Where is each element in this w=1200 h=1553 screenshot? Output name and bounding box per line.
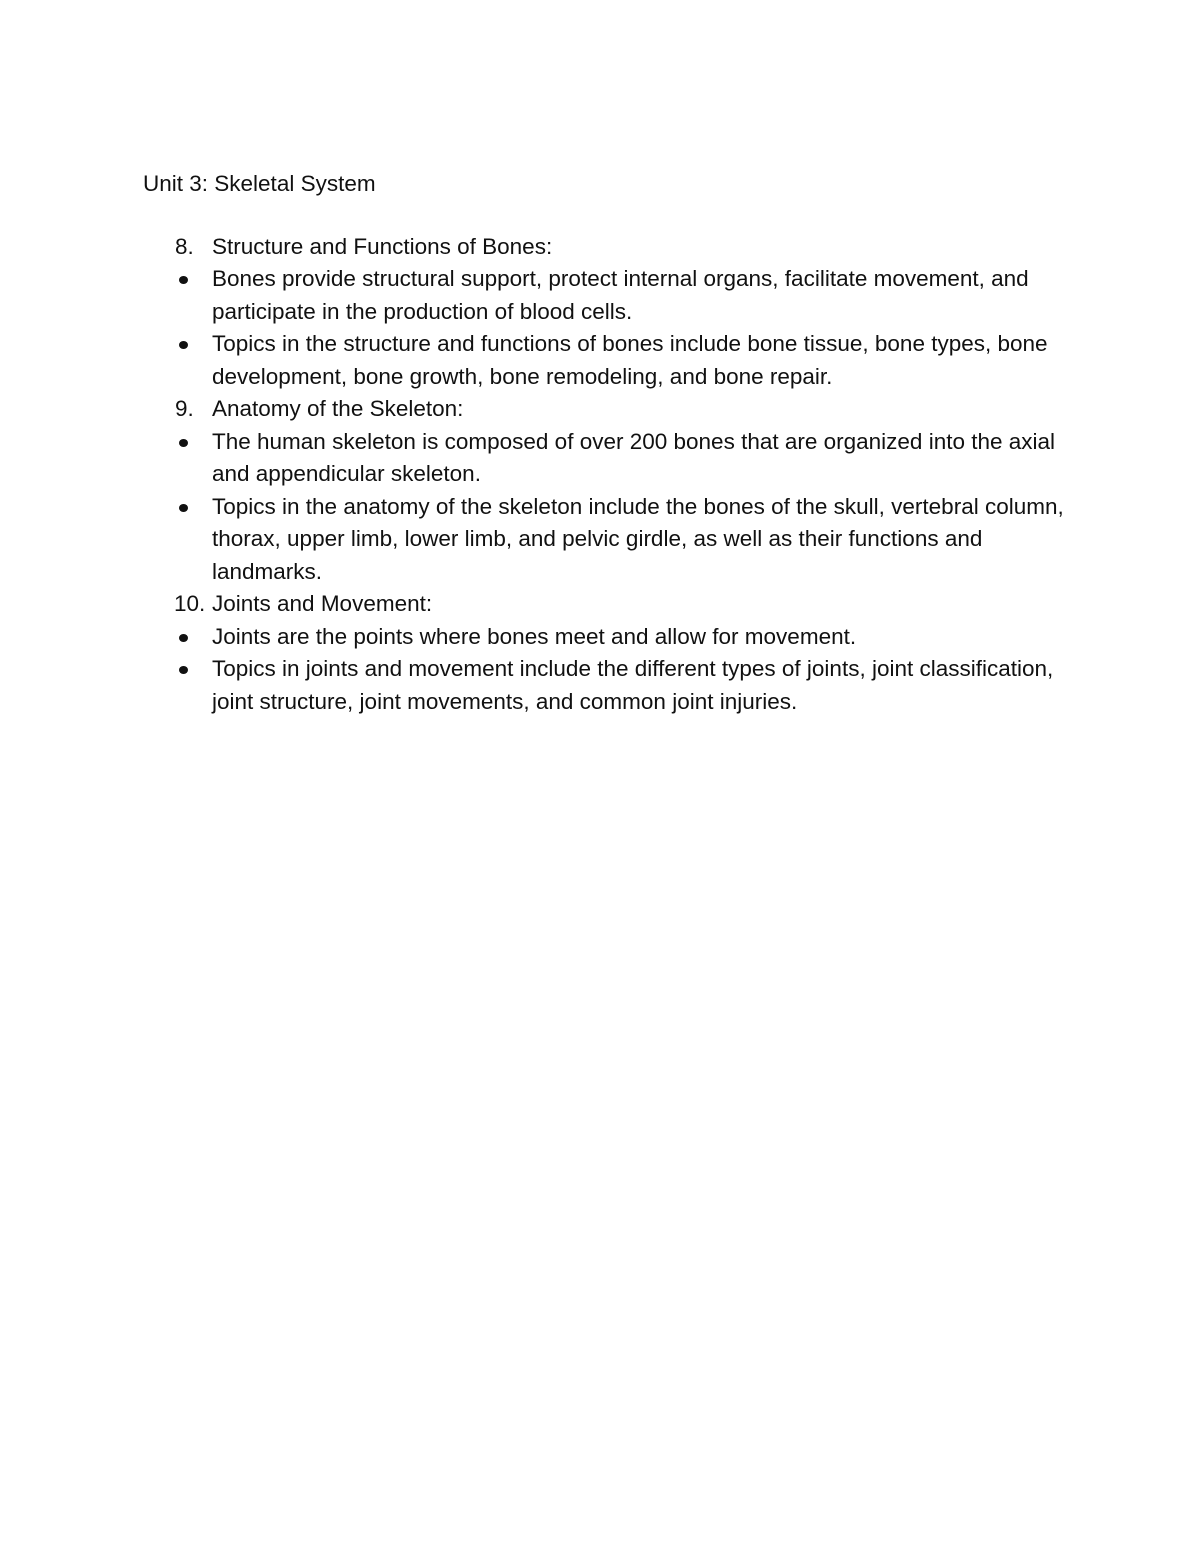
- section-heading-text: Anatomy of the Skeleton:: [212, 396, 464, 421]
- section-heading-8: [143, 231, 1073, 264]
- section-number: 10.: [174, 591, 206, 616]
- list-item-text: Topics in joints and movement include the different types of joints, joint classification, joint structure, joint movements, and common joint injuries.: [212, 656, 1054, 714]
- list-item: [143, 263, 1073, 328]
- outline-list: [143, 231, 1073, 719]
- list-item: [143, 621, 1073, 654]
- bullet-icon: [179, 666, 188, 674]
- list-item-text: The human skeleton is composed of over 200 bones that are organized into the axial and appendicular skeleton.: [212, 428, 1056, 486]
- section-number: 8.: [175, 233, 194, 259]
- bullet-icon: [179, 439, 188, 447]
- section-heading-text: Joints and Movement:: [212, 591, 433, 616]
- section-heading-10: [143, 588, 1073, 621]
- section-heading-9: [143, 393, 1073, 426]
- page-title: Unit 3: Skeletal System: [143, 171, 376, 196]
- section-heading-text: Structure and Functions of Bones:: [212, 233, 553, 259]
- list-item: [143, 491, 1073, 589]
- bullet-icon: [179, 341, 188, 349]
- list-item: [143, 328, 1073, 393]
- list-item: [143, 653, 1073, 718]
- bullet-icon: [179, 634, 188, 642]
- list-item-text: Joints are the points where bones meet and allow for movement.: [212, 623, 857, 649]
- bullet-icon: [179, 276, 188, 284]
- document-body: [143, 168, 1073, 718]
- bullet-icon: [179, 504, 188, 512]
- list-item: [143, 426, 1073, 491]
- list-item-text: Topics in the structure and functions of bones include bone tissue, bone types, bone development, bone growth, bone remodeling, and bone repair.: [212, 331, 1048, 389]
- list-item-text: Topics in the anatomy of the skeleton include the bones of the skull, vertebral column, thorax, upper limb, lower limb, and pelvic girdle, as well as their functions and landmarks.: [212, 493, 1064, 584]
- list-item-text: Bones provide structural support, protect internal organs, facilitate movement, and participate in the production of blood cells.: [212, 266, 1029, 324]
- section-number: 9.: [175, 396, 194, 421]
